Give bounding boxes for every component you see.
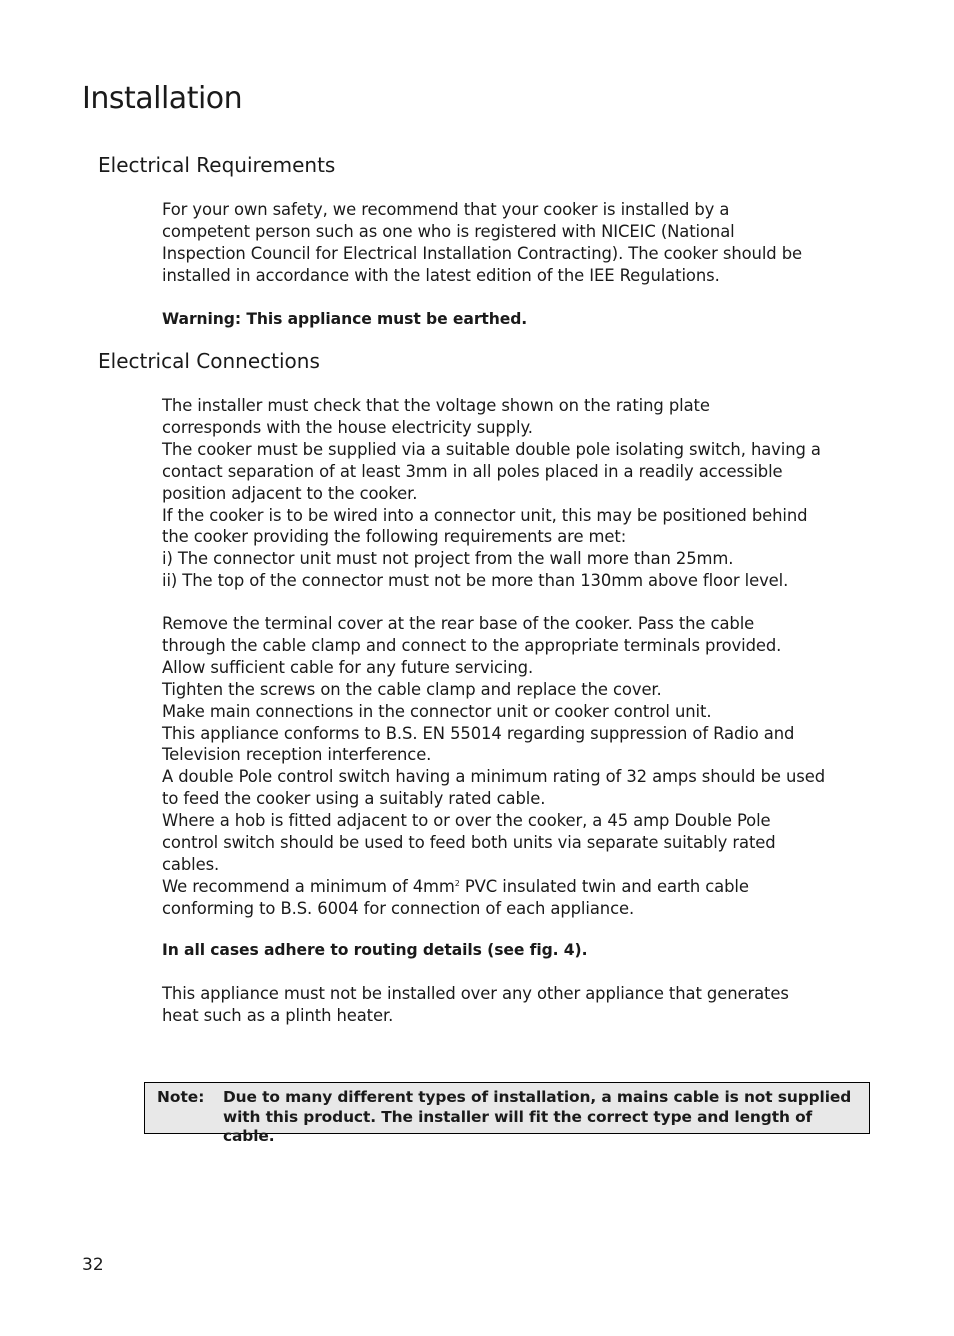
text-line: Tighten the screws on the cable clamp and replace the cover. (162, 679, 662, 699)
requirements-paragraph (162, 199, 877, 287)
recommend-prefix: We recommend a minimum of 4mm (162, 876, 455, 896)
text-line: Where a hob is fitted adjacent to or over the cooker, a 45 amp Double Pole (162, 811, 771, 831)
recommend-line (162, 876, 877, 898)
connections-block-2 (162, 613, 877, 920)
connections-block-1 (162, 395, 877, 592)
text-line: competent person such as one who is registered with NICEIC (National (162, 221, 735, 241)
text-line: A double Pole control switch having a minimum rating of 32 amps should be used (162, 767, 825, 787)
text-line: through the cable clamp and connect to the appropriate terminals provided. (162, 635, 782, 655)
page-title: Installation (82, 81, 243, 116)
text-line: Remove the terminal cover at the rear base of the cooker. Pass the cable (162, 614, 755, 633)
text-line: corresponds with the house electricity supply. (162, 417, 533, 437)
heading-electrical-connections: Electrical Connections (98, 349, 320, 373)
text-line: Make main connections in the connector unit or cooker control unit. (162, 701, 712, 721)
text-line: The cooker must be supplied via a suitable double pole isolating switch, having a (162, 439, 821, 459)
recommend-suffix: PVC insulated twin and earth cable (459, 876, 749, 896)
text-line: conforming to B.S. 6004 for connection of each appliance. (162, 898, 635, 918)
text-line: position adjacent to the cooker. (162, 483, 418, 503)
text-line: The installer must check that the voltage shown on the rating plate (162, 396, 710, 415)
text-line: Inspection Council for Electrical Installation Contracting). The cooker should be (162, 243, 803, 263)
routing-note: In all cases adhere to routing details (see fig. 4). (162, 941, 588, 959)
text-line: For your own safety, we recommend that your cooker is installed by a (162, 200, 730, 219)
earth-warning: Warning: This appliance must be earthed. (162, 310, 528, 328)
text-line: This appliance must not be installed over any other appliance that generates (162, 984, 789, 1003)
text-line: the cooker providing the following requirements are met: (162, 527, 627, 547)
text-line: installed in accordance with the latest edition of the IEE Regulations. (162, 265, 720, 285)
text-line: to feed the cooker using a suitably rated cable. (162, 789, 546, 809)
text-line: i) The connector unit must not project from the wall more than 25mm. (162, 549, 734, 569)
text-line: contact separation of at least 3mm in all poles placed in a readily accessible (162, 461, 783, 481)
text-line: ii) The top of the connector must not be more than 130mm above floor level. (162, 571, 789, 591)
text-line: control switch should be used to feed both units via separate suitably rated (162, 833, 776, 853)
text-line: Television reception interference. (162, 745, 432, 765)
note-line: Due to many different types of installation, a mains cable is not supplied (223, 1088, 852, 1106)
text-line: This appliance conforms to B.S. EN 55014 regarding suppression of Radio and (162, 723, 795, 743)
text-line: cables. (162, 854, 220, 874)
text-line: If the cooker is to be wired into a connector unit, this may be positioned behind (162, 505, 808, 525)
note-box (144, 1082, 870, 1145)
note-line: with this product. The installer will fit the correct type and length of cable. (223, 1107, 813, 1145)
superscript-2: 2 (454, 878, 460, 888)
note-label: Note: (157, 1088, 205, 1106)
final-paragraph (162, 983, 877, 1027)
heading-electrical-requirements: Electrical Requirements (98, 153, 336, 177)
page-number: 32 (82, 1255, 104, 1275)
text-line: Allow sufficient cable for any future servicing. (162, 657, 534, 677)
note-text (223, 1088, 868, 1147)
text-line: heat such as a plinth heater. (162, 1005, 394, 1025)
